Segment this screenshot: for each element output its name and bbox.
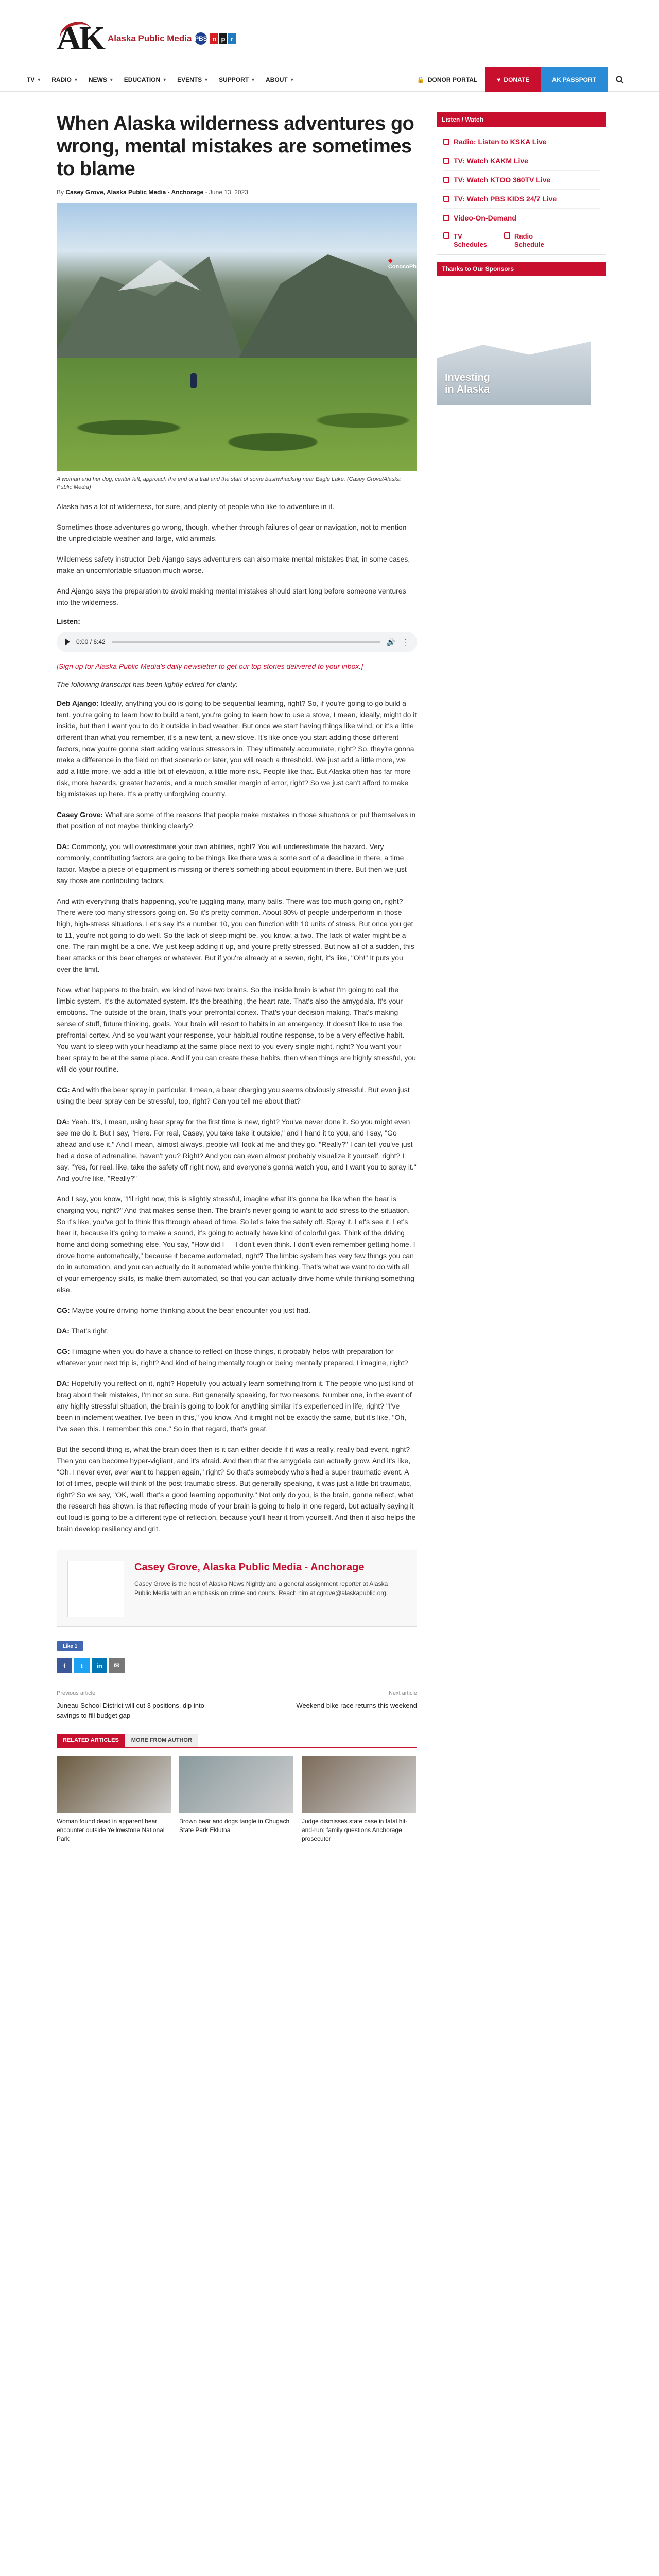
main-nav: [0, 67, 659, 92]
related-title: Judge dismisses state case in fatal hit-and-run; family questions Anchorage prosecutor: [302, 1818, 408, 1842]
logo-name: Alaska Public Media: [108, 33, 192, 43]
transcript-paragraph: [57, 1378, 417, 1434]
transcript-paragraph: [57, 1444, 417, 1534]
transcript-paragraph: [57, 1193, 417, 1295]
transcript-note: The following transcript has been lightly edited for clarity:: [57, 680, 238, 688]
chevron-down-icon: ▼: [109, 77, 114, 82]
logo-text: [108, 32, 236, 45]
transcript-text: Ideally, anything you do is going to be sequential learning, right? So, if you're going to go build a tent, you're going to learn how to build a tent, you're going to learn how to use a stove, I mean, ideally, might do it inside, but then I want you to do it outside in bad weather. But once we start having things like wind, or it's a little different than what you remember, it's a new tent, a new stove. It's like once you start adding those different factors, now you're gonna start adding various stressors in. They ultimately accumulate, right? So, they're gonna make a difference in the field on that scenario or later, you will reach a threshold. We just add a little more, we add a little more, we add a little bit of elevation, a little more risk. People like that. But Alaska often has far more risk, more hazards, greater hazards, and a much smaller margin of error, right? So we just can't afford to make big mistakes up here. It's a pretty unforgiving country.: [57, 699, 417, 798]
previous-article-link[interactable]: [57, 1689, 211, 1720]
npr-r: r: [228, 33, 236, 44]
donor-portal-label: DONOR PORTAL: [427, 76, 478, 83]
image-caption: A woman and her dog, center left, approach the end of a trail and the start of some bushwhacking near Eagle Lake. (Casey Grove/Alaska Public Media): [57, 476, 401, 490]
donate-button[interactable]: [485, 67, 541, 92]
listen-watch-heading: Listen / Watch: [437, 112, 606, 127]
related-grid: [57, 1756, 417, 1843]
sidebar-link-label: Video-On-Demand: [454, 214, 516, 222]
chevron-down-icon: ▼: [162, 77, 167, 82]
audio-seek-bar[interactable]: [112, 641, 380, 643]
chevron-down-icon: ▼: [289, 77, 294, 82]
transcript-paragraph: [57, 1084, 417, 1107]
email-share-icon[interactable]: ✉: [109, 1658, 125, 1673]
chevron-down-icon: ▼: [73, 77, 78, 82]
article-pagination: [57, 1689, 417, 1720]
transcript-text: Now, what happens to the brain, we kind of have two brains. So the inside brain is what I'm going to call the limbic system. It's the automated system. It's the breathing, the heart rate. That's also the amygdala. It's your emotions. The outside of the brain, that's your prefrontal cortex. That's your decision making. That's making sense of stuff, future thinking, goals. Your brain will resort to habits in an emergency. It doesn't like to use the prefrontal cortex. And so you want your response, your habitual routine response, to be a very effective habit. You want to sleep with your headlamp at the same place next to you every single night, right? You want your bear spray to be at the same place. And if you can create these habits, then when things are highly stressful, you will do your routine.: [57, 986, 417, 1073]
related-thumbnail: [57, 1756, 171, 1813]
nav-label: EVENTS: [177, 76, 202, 83]
author-bio: Casey Grove is the host of Alaska News Nightly and a general assignment reporter at Alaska Public Media with an emphasis on crime and courts. Reach him at cgrove@alaskapublic.org.: [134, 1580, 388, 1597]
transcript-text: And with the bear spray in particular, I mean, a bear charging you seems obviously stressful. But even just using the bear spray can be stressful, too, right? Can you tell me about that?: [57, 1086, 410, 1105]
author-avatar: [67, 1561, 124, 1617]
site-logo[interactable]: [57, 21, 278, 57]
nav-label: EDUCATION: [124, 76, 161, 83]
heart-icon: ♥: [497, 76, 501, 83]
npr-logo-icon: [210, 33, 236, 44]
npr-p: p: [219, 33, 227, 44]
sidebar: [437, 112, 606, 276]
transcript: [57, 698, 417, 1534]
transcript-text: Maybe you're driving home thinking about the bear encounter you just had.: [72, 1306, 310, 1314]
play-icon[interactable]: [65, 638, 70, 646]
hiker-figure: [190, 373, 197, 388]
transcript-paragraph: [57, 1325, 417, 1336]
nav-radio[interactable]: [51, 76, 89, 83]
sidebar-link-label: TV: Watch PBS KIDS 24/7 Live: [454, 195, 557, 203]
nav-label: ABOUT: [266, 76, 288, 83]
nav-support[interactable]: [219, 76, 266, 83]
sponsors-heading: Thanks to Our Sponsors: [437, 262, 606, 276]
transcript-text: That's right.: [71, 1327, 109, 1335]
logo-letters: AK: [57, 20, 103, 57]
transcript-text: But the second thing is, what the brain does then is it can either decide if it was a really, really bad event, right? Then you can become hyper-vigilant, and it's afraid. And then that the amygdala can actually grow. And it's like, "Oh, I never ever, ever want to happen again," right? So that's somebody who's had a super traumatic event. A lot of times, people will think of the post-traumatic stress. But generally speaking, it was just a little bit traumatic, right? So we say, "OK, well, that's a good learning opportunity." Not only do you, is the brain, gonna reflect, what the research has shown, is that reflecting mode of your brain is going to help in one regard, but actually saying it out loud is going to be a different type of reflection, because you'll hear it from yourself. And then it also helps the brain develop resiliency and grit.: [57, 1445, 416, 1533]
nav-label: NEWS: [88, 76, 107, 83]
transcript-text: Commonly, you will overestimate your own abilities, right? You will underestimate the hazard. Very commonly, contributing factors are going to be things like there was a some sort of a deadline in there, a time factor. Maybe a piece of equipment is missing or there's something about equipment in there. But then we just say those are contributing factors.: [57, 842, 407, 885]
transcript-text: Yeah. It's, I mean, using bear spray for the first time is new, right? You've never done it. So you might even see me do it. But I say, "Here. For real, Casey, you take take it outside," and I hand it to you, and I say, "Go ahead and use it." And I mean, almost always, people will look at me and they go, "Really?" I can tell you've just had a dose of adrenaline, haven't you? Right? And you can even almost probably visualize it yourself, right? I say, "Yes, for real, like, take the safety off right now, and everyone's gonna watch you, and I want you to spray it." And you're like, "Really?": [57, 1117, 417, 1182]
next-article-link[interactable]: [263, 1689, 417, 1720]
related-title: Brown bear and dogs tangle in Chugach State Park Eklutna: [179, 1818, 290, 1834]
sidebar-link-pbs-kids[interactable]: [443, 190, 600, 209]
transcript-paragraph: [57, 1304, 417, 1316]
next-title: Weekend bike race returns this weekend: [296, 1702, 417, 1709]
sidebar-link-ktoo[interactable]: [443, 171, 600, 190]
related-article-card[interactable]: [179, 1756, 293, 1843]
npr-n: n: [210, 33, 218, 44]
tv-icon: [443, 196, 449, 202]
transcript-paragraph: [57, 1346, 417, 1368]
article-paragraph: And Ajango says the preparation to avoid making mental mistakes should start long before someone ventures into the wilderness.: [57, 587, 406, 606]
nav-label: TV: [27, 76, 35, 83]
tab-more-from-author[interactable]: MORE FROM AUTHOR: [125, 1734, 198, 1747]
sidebar-link-label: Radio Schedule: [514, 232, 544, 248]
related-title: Woman found dead in apparent bear encounter outside Yellowstone National Park: [57, 1818, 165, 1842]
transcript-text: I imagine when you do have a chance to reflect on those things, it probably helps with preparation for whatever your next trip is, right? And kind of being mentally tough or being mentally prepared, I imagine, right?: [57, 1347, 408, 1367]
nav-label: RADIO: [51, 76, 72, 83]
speaker-label: CG:: [57, 1086, 70, 1094]
logo-mark: [57, 19, 103, 58]
nav-about[interactable]: [266, 76, 305, 83]
schedule-links: [443, 227, 600, 249]
shrubs-shape: [57, 399, 417, 471]
transcript-paragraph: [57, 698, 417, 800]
listen-watch-box: [437, 127, 606, 255]
transcript-text: And I say, you know, "I'll right now, this is slightly stressful, imagine what it's gonna be like when the bear is charging you, right?" And that makes sense then. The brain's never going to want to add stress to the situation. So it's like, you've got to think this through ahead of time. So let's take the safety off. Spray it. Let's see it. Let's hear it, because it's going to make a sound, it's going to actually have kind of colorful gas. Think of the driving home and doing something else. You say, "How did I — I don't even think. I don't even remember getting home. I drove home automatically," because it became automated, right? The limbic system has very few things you can do in automation, and you can actually do it automated while you're thinking. That's what we want to do with all of your emergency skills, is make them automated, so that you can actually drive home while thinking something else.: [57, 1195, 415, 1294]
byline-prefix: By: [57, 189, 64, 196]
play-icon: [443, 139, 449, 145]
article: [57, 112, 417, 1843]
related-tabs: [57, 1734, 417, 1748]
sidebar-link-label: TV: Watch KAKM Live: [454, 157, 528, 165]
speaker-label: Casey Grove:: [57, 810, 103, 819]
article-paragraph: Wilderness safety instructor Deb Ajango says adventurers can also make mental mistakes that, in some cases, make an uncomfortable situation much worse.: [57, 555, 410, 574]
byline: [57, 189, 417, 196]
pbs-logo-icon: PBS: [195, 32, 207, 45]
speaker-label: CG:: [57, 1347, 70, 1355]
passport-button[interactable]: AK PASSPORT: [541, 67, 608, 92]
sidebar-link-tv-schedules[interactable]: [443, 232, 490, 249]
transcript-paragraph: [57, 984, 417, 1075]
transcript-paragraph: [57, 809, 417, 832]
related-thumbnail: [179, 1756, 293, 1813]
nav-tv[interactable]: [27, 76, 51, 83]
video-icon: [443, 215, 449, 221]
facebook-like-button[interactable]: Like 1: [57, 1641, 83, 1651]
transcript-paragraph: [57, 841, 417, 886]
search-icon[interactable]: [608, 67, 632, 92]
donor-portal-link[interactable]: [409, 76, 485, 83]
transcript-paragraph: [57, 1116, 417, 1184]
speaker-label: CG:: [57, 1306, 70, 1314]
speaker-label: Deb Ajango:: [57, 699, 99, 707]
speaker-label: DA:: [57, 1117, 70, 1126]
tv-icon: [443, 158, 449, 164]
speaker-label: DA:: [57, 1327, 70, 1335]
article-paragraph: Alaska has a lot of wilderness, for sure, and plenty of people who like to adventure in it.: [57, 502, 335, 511]
audio-time: 0:00 / 6:42: [76, 638, 106, 646]
sidebar-link-radio-schedule[interactable]: [504, 232, 550, 249]
speaker-label: DA:: [57, 842, 70, 851]
related-article-card[interactable]: [57, 1756, 171, 1843]
sidebar-link-label: Radio: Listen to KSKA Live: [454, 138, 547, 146]
transcript-text: What are some of the reasons that people make mistakes in those situations or put themselves in that position of not maybe thinking clearly?: [57, 810, 416, 830]
byline-date: - June 13, 2023: [205, 189, 248, 196]
transcript-paragraph: [57, 895, 417, 975]
author-name-link[interactable]: Casey Grove, Alaska Public Media - Anchorage: [134, 1562, 365, 1573]
site-header: [0, 0, 659, 67]
volume-icon[interactable]: 🔊: [386, 637, 395, 646]
nav-education[interactable]: [124, 76, 177, 83]
audio-player[interactable]: [57, 632, 417, 652]
chevron-down-icon: ▼: [37, 77, 42, 82]
nav-events[interactable]: [177, 76, 219, 83]
facebook-share-icon[interactable]: f: [57, 1658, 72, 1673]
related-thumbnail: [302, 1756, 416, 1813]
nav-label: SUPPORT: [219, 76, 249, 83]
listen-label: Listen:: [57, 617, 80, 625]
transcript-text: And with everything that's happening, you're juggling many, many balls. There was too much going on, right? There were too many stressors going on. So it's pretty common. About 80% of people underperform in those high, high-stress situations. Let's say it's a number 10, you can function with 10 units of stress. But once you get to 11, you're not going to do well. So the lack of sleep might be, you know, a two. The lack of water might be a one. The rain might be a one. We just keep adding it up, and you're pretty stressed. But now all of a sudden, this bear attacks or this bear charges or whatever. But if you're already at a seven, right, it's like, "Oh!" It puts you over the limit.: [57, 897, 414, 973]
share-buttons: [57, 1658, 417, 1673]
sidebar-link-label: TV Schedules: [454, 232, 488, 248]
newsletter-signup-link[interactable]: [Sign up for Alaska Public Media's daily newsletter to get our top stories delivered to your inbox.]: [57, 662, 363, 670]
calendar-icon: [504, 232, 510, 239]
sidebar-link-label: TV: Watch KTOO 360TV Live: [454, 176, 551, 184]
calendar-icon: [443, 232, 449, 239]
lock-icon: 🔒: [417, 76, 425, 83]
related-article-card[interactable]: [302, 1756, 416, 1843]
previous-title: Juneau School District will cut 3 positions, dip into savings to fill budget gap: [57, 1702, 204, 1719]
article-headline: When Alaska wilderness adventures go wrong, mental mistakes are sometimes to blame: [57, 113, 414, 180]
tv-icon: [443, 177, 449, 183]
previous-label: Previous article: [57, 1690, 96, 1697]
sidebar-link-radio[interactable]: [443, 132, 600, 151]
author-box: [57, 1550, 417, 1627]
next-label: Next article: [388, 1690, 417, 1697]
sidebar-link-vod[interactable]: [443, 209, 600, 227]
chevron-down-icon: ▼: [251, 77, 256, 82]
tab-related-articles[interactable]: RELATED ARTICLES: [57, 1734, 125, 1747]
sidebar-link-kakm[interactable]: [443, 151, 600, 171]
linkedin-share-icon[interactable]: in: [92, 1658, 107, 1673]
chevron-down-icon: ▼: [204, 77, 209, 82]
twitter-share-icon[interactable]: t: [74, 1658, 90, 1673]
donate-label: DONATE: [504, 76, 530, 83]
nav-news[interactable]: [89, 76, 124, 83]
more-options-icon[interactable]: ⋮: [402, 637, 409, 646]
article-paragraph: Sometimes those adventures go wrong, though, whether through failures of gear or navigation, not to mention the unpredictable weather and large, wild animals.: [57, 523, 407, 543]
speaker-label: DA:: [57, 1379, 70, 1387]
byline-author[interactable]: Casey Grove, Alaska Public Media - Anchorage: [65, 189, 204, 196]
hero-image: [57, 203, 417, 471]
nav-actions: [409, 67, 632, 92]
transcript-text: Hopefully you reflect on it, right? Hopefully you actually learn something from it. The people who just kind of brag about their mistakes, I'm not so sure. But generally speaking, for two reasons. Number one, in the event of any highly stressful situation, the brain is going to look for anything similar it's experienced in life, right? "I've been in inclement weather. I've been in this," you know. And it might not be exactly the same, but it's like, "Oh, I've seen this. I remember this one." So in that regard, that's great.: [57, 1379, 414, 1433]
